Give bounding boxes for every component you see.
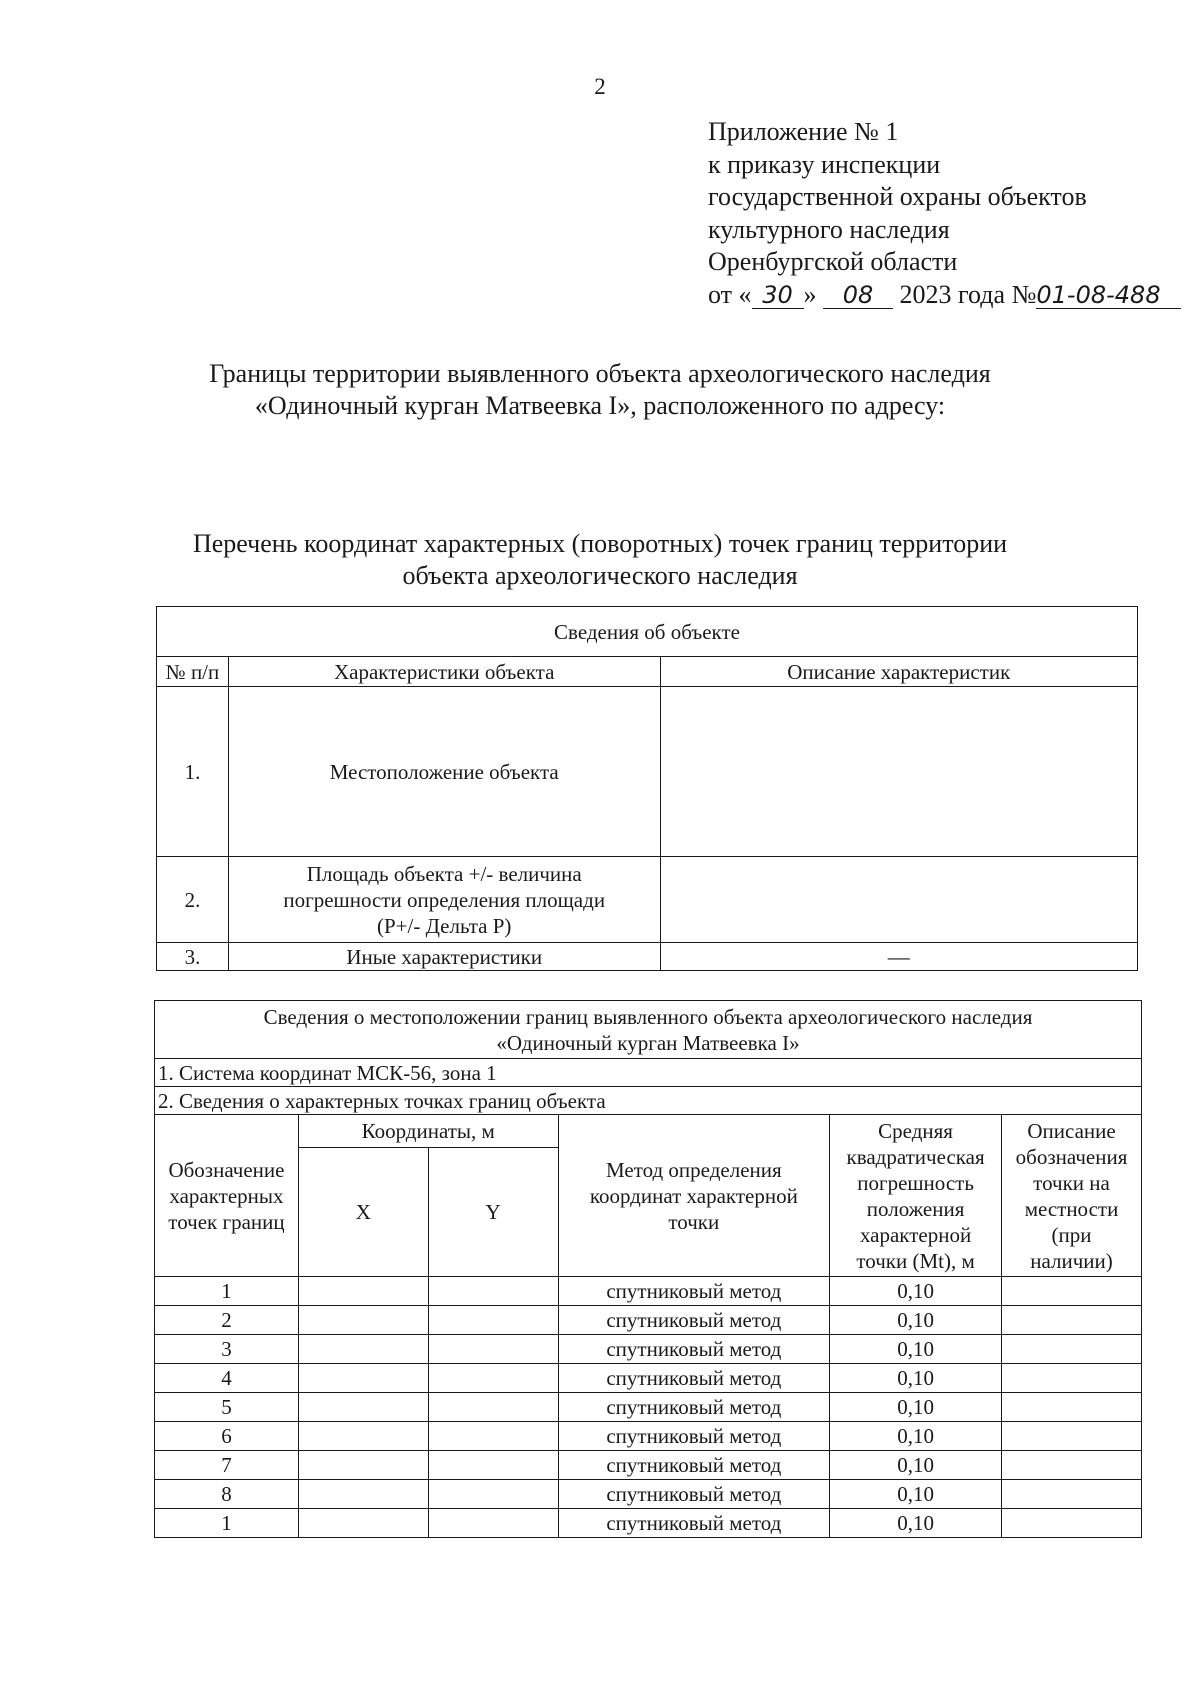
- annex-line: культурного наследия: [708, 214, 950, 244]
- point-id: 6: [155, 1422, 299, 1451]
- title-line: «Одиночный курган Матвеевка I», расположенного по адресу:: [254, 391, 946, 420]
- coordinate-system-row: 1. Система координат МСК-56, зона 1: [155, 1059, 1142, 1087]
- point-description: [1002, 1306, 1142, 1335]
- row-description: [660, 687, 1138, 857]
- error-value: 0,10: [830, 1364, 1002, 1393]
- point-id: 7: [155, 1451, 299, 1480]
- points-info-row: 2. Сведения о характерных точках границ объекта: [155, 1087, 1142, 1115]
- method: спутниковый метод: [558, 1306, 830, 1335]
- order-date-line: [708, 279, 1181, 312]
- header-characteristic: Характеристики объекта: [228, 657, 660, 687]
- caption-line: «Одиночный курган Матвеевка I»: [496, 1030, 800, 1055]
- header-line: точки на: [1033, 1170, 1110, 1195]
- y-value: [428, 1335, 558, 1364]
- header-line: точки: [668, 1209, 720, 1234]
- header-line: положения: [866, 1196, 965, 1221]
- table-row: [155, 1480, 1142, 1509]
- caption-line: Сведения о местоположении границ выявленного объекта археологического наследия: [263, 1004, 1033, 1029]
- x-value: [298, 1422, 428, 1451]
- x-value: [298, 1277, 428, 1306]
- point-id: 2: [155, 1306, 299, 1335]
- table-row: [157, 857, 1138, 943]
- method: спутниковый метод: [558, 1509, 830, 1538]
- document-title: [0, 358, 1200, 422]
- header-designation: [155, 1115, 299, 1277]
- header-line: Обозначение: [168, 1157, 285, 1182]
- table-row: [155, 1306, 1142, 1335]
- title-line: объекта археологического наследия: [402, 561, 798, 590]
- x-value: [298, 1509, 428, 1538]
- row-characteristic: [228, 857, 660, 943]
- table-row: [155, 1509, 1142, 1538]
- point-description: [1002, 1480, 1142, 1509]
- header-method: [558, 1115, 830, 1277]
- annex-title: Приложение № 1: [708, 117, 899, 146]
- annex-block: [708, 116, 1181, 311]
- method: спутниковый метод: [558, 1480, 830, 1509]
- x-value: [298, 1393, 428, 1422]
- handwritten-day: 30: [752, 282, 804, 309]
- object-info-table: [156, 606, 1138, 971]
- date-prefix: от «: [708, 279, 752, 309]
- header-line: характерных: [169, 1183, 284, 1208]
- x-value: [298, 1364, 428, 1393]
- page-number: 2: [594, 74, 606, 99]
- point-id: 4: [155, 1364, 299, 1393]
- error-value: 0,10: [830, 1393, 1002, 1422]
- dash: —: [887, 943, 910, 969]
- header-line: точек границ: [168, 1209, 285, 1234]
- y-value: [428, 1422, 558, 1451]
- cell-line: Площадь объекта +/- величина: [306, 861, 582, 886]
- point-description: [1002, 1451, 1142, 1480]
- header-error: [830, 1115, 1002, 1277]
- row-num: 1.: [157, 687, 229, 857]
- title-line: Границы территории выявленного объекта археологического наследия: [209, 359, 991, 388]
- y-value: [428, 1364, 558, 1393]
- point-description: [1002, 1364, 1142, 1393]
- y-value: [428, 1306, 558, 1335]
- point-description: [1002, 1393, 1142, 1422]
- header-line: (при: [1051, 1222, 1092, 1247]
- point-description: [1002, 1335, 1142, 1364]
- method: спутниковый метод: [558, 1364, 830, 1393]
- method: спутниковый метод: [558, 1277, 830, 1306]
- header-num: № п/п: [157, 657, 229, 687]
- header-line: погрешность: [857, 1170, 974, 1195]
- table-row: [155, 1335, 1142, 1364]
- x-value: [298, 1451, 428, 1480]
- row-num: 2.: [157, 857, 229, 943]
- table-row: [155, 1393, 1142, 1422]
- point-description: [1002, 1422, 1142, 1451]
- annex-line: к приказу инспекции: [708, 149, 941, 179]
- error-value: 0,10: [830, 1306, 1002, 1335]
- method: спутниковый метод: [558, 1422, 830, 1451]
- date-year: 2023 года №: [899, 279, 1037, 309]
- header-line: координат характерной: [589, 1183, 798, 1208]
- error-value: 0,10: [830, 1451, 1002, 1480]
- x-value: [298, 1306, 428, 1335]
- date-mid: »: [803, 279, 817, 309]
- header-line: местности: [1024, 1196, 1119, 1221]
- header-y: Y: [428, 1148, 558, 1277]
- table-row: [155, 1277, 1142, 1306]
- point-id: 3: [155, 1335, 299, 1364]
- error-value: 0,10: [830, 1277, 1002, 1306]
- row-description: [660, 857, 1138, 943]
- cell-line: (P+/- Дельта P): [376, 913, 512, 938]
- header-point-description: [1002, 1115, 1142, 1277]
- header-line: Средняя: [878, 1118, 953, 1143]
- annex-line: государственной охраны объектов: [708, 182, 1087, 211]
- table-row: [155, 1451, 1142, 1480]
- table-row: [155, 1422, 1142, 1451]
- header-x: X: [298, 1148, 428, 1277]
- point-id: 1: [155, 1277, 299, 1306]
- table-row: [157, 687, 1138, 857]
- location-boundaries-table: [154, 1000, 1142, 1538]
- point-description: [1002, 1277, 1142, 1306]
- error-value: 0,10: [830, 1335, 1002, 1364]
- header-coordinates: Координаты, м: [298, 1115, 558, 1148]
- point-id: 8: [155, 1480, 299, 1509]
- handwritten-month: 08: [823, 282, 893, 309]
- table-row: [157, 943, 1138, 971]
- y-value: [428, 1509, 558, 1538]
- object-table-caption: Сведения об объекте: [157, 607, 1138, 657]
- x-value: [298, 1480, 428, 1509]
- x-value: [298, 1335, 428, 1364]
- method: спутниковый метод: [558, 1451, 830, 1480]
- method: спутниковый метод: [558, 1393, 830, 1422]
- header-line: точки (Mt), м: [856, 1248, 975, 1273]
- row-description: [660, 943, 1138, 971]
- annex-line: Оренбургской области: [708, 247, 958, 276]
- header-line: Метод определения: [605, 1157, 782, 1182]
- header-line: наличии): [1030, 1248, 1113, 1273]
- row-characteristic: Местоположение объекта: [228, 687, 660, 857]
- header-description: Описание характеристик: [660, 657, 1138, 687]
- error-value: 0,10: [830, 1422, 1002, 1451]
- point-description: [1002, 1509, 1142, 1538]
- header-line: Описание: [1027, 1118, 1116, 1143]
- y-value: [428, 1393, 558, 1422]
- y-value: [428, 1451, 558, 1480]
- header-line: характерной: [859, 1222, 972, 1247]
- header-line: обозначения: [1015, 1144, 1128, 1169]
- coordinates-list-title: [0, 528, 1200, 592]
- location-table-caption: [155, 1001, 1142, 1059]
- cell-line: погрешности определения площади: [283, 887, 606, 912]
- point-id: 5: [155, 1393, 299, 1422]
- y-value: [428, 1277, 558, 1306]
- method: спутниковый метод: [558, 1335, 830, 1364]
- y-value: [428, 1480, 558, 1509]
- table-row: [155, 1364, 1142, 1393]
- point-id: 1: [155, 1509, 299, 1538]
- row-characteristic: Иные характеристики: [228, 943, 660, 971]
- title-line: Перечень координат характерных (поворотных) точек границ территории: [192, 529, 1008, 558]
- handwritten-order-number: 01-08-488: [1036, 282, 1181, 309]
- row-num: 3.: [157, 943, 229, 971]
- error-value: 0,10: [830, 1480, 1002, 1509]
- header-line: квадратическая: [846, 1144, 985, 1169]
- error-value: 0,10: [830, 1509, 1002, 1538]
